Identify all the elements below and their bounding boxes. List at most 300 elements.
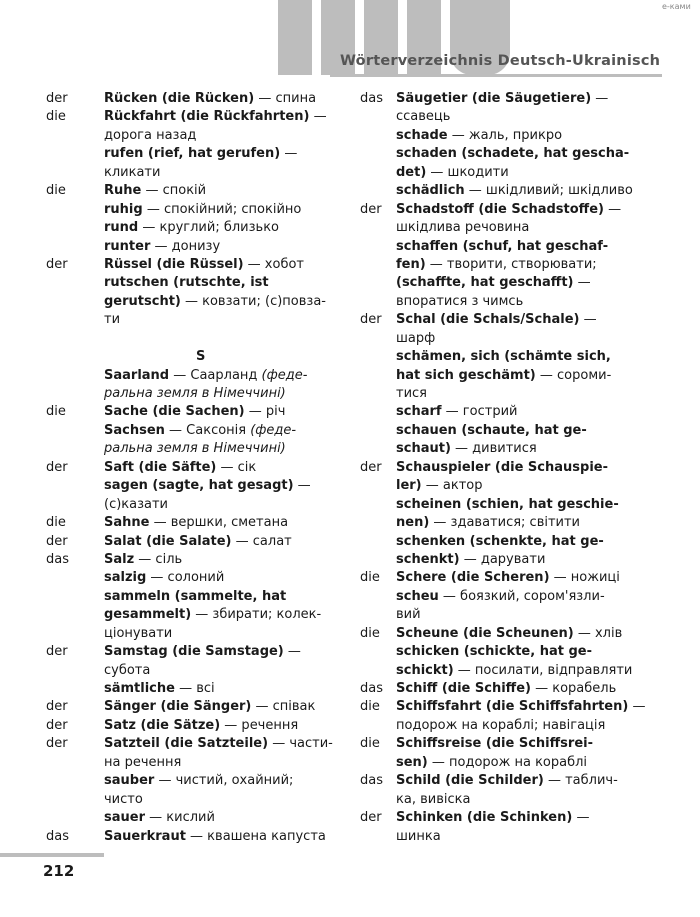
- page-number: 212: [43, 862, 75, 880]
- dictionary-line: [360, 440, 640, 458]
- headword: Saarland: [104, 367, 170, 383]
- entry-text: [396, 459, 608, 477]
- dictionary-line: [360, 569, 640, 587]
- entry-text: [104, 219, 279, 237]
- headword: schaffen (schuf, hat geschaf-: [396, 238, 609, 254]
- translation: — всі: [174, 681, 215, 696]
- entry-text: [396, 828, 441, 846]
- dictionary-line: [46, 440, 346, 458]
- headword: Schiffsfahrt (die Schiffsfahrten): [396, 699, 629, 715]
- translation: — творити, створювати;: [425, 256, 597, 272]
- running-header-title: Wörterverzeichnis Deutsch-Ukrainisch: [340, 53, 661, 69]
- article: die: [46, 183, 66, 199]
- dictionary-line: [46, 643, 346, 661]
- dictionary-line: [46, 348, 346, 366]
- dictionary-line: [360, 367, 640, 385]
- header-tab-decoration: [278, 0, 312, 75]
- entry-text: [104, 791, 143, 809]
- headword: schaden (schadete, hat gescha-: [396, 146, 630, 162]
- entry-text: [396, 588, 605, 606]
- translation: — дарувати: [459, 551, 546, 567]
- headword: schicken (schickte, hat ge-: [396, 644, 592, 660]
- article: der: [46, 644, 68, 660]
- dictionary-line: [46, 330, 346, 348]
- headword: sauber: [104, 773, 155, 789]
- dictionary-line: [360, 311, 640, 329]
- dictionary-line: [360, 772, 640, 790]
- publisher-logo: е-ками: [662, 2, 691, 11]
- dictionary-line: [46, 274, 346, 292]
- translation: — чистий, охайний;: [154, 773, 294, 789]
- headword: Schauspieler (die Schauspie-: [396, 459, 608, 475]
- headword: schädlich: [396, 183, 465, 199]
- headword: scheinen (schien, hat geschie-: [396, 496, 619, 512]
- dictionary-line: [46, 662, 346, 680]
- entry-text: [396, 680, 616, 698]
- translation: —: [572, 810, 590, 826]
- headword: Sahne: [104, 515, 150, 531]
- dictionary-line: [46, 403, 346, 421]
- headword: ruhig: [104, 201, 143, 217]
- dictionary-line: [46, 238, 346, 256]
- dictionary-line: [360, 828, 640, 846]
- article: die: [360, 625, 380, 641]
- headword: gesammelt): [104, 607, 192, 623]
- article: das: [360, 773, 383, 789]
- headword: Schal (die Schals/Schale): [396, 312, 580, 328]
- headword: Schinken (die Schinken): [396, 810, 573, 826]
- headword: schenken (schenkte, hat ge-: [396, 533, 604, 549]
- translation: тися: [396, 386, 427, 401]
- translation: — ножиці: [549, 570, 620, 586]
- dictionary-line: [46, 791, 346, 809]
- entry-text: [104, 256, 304, 274]
- dictionary-line: [46, 219, 346, 237]
- dictionary-line: [360, 164, 640, 182]
- dictionary-line: [46, 625, 346, 643]
- translation: —: [603, 201, 622, 217]
- entry-text: [104, 108, 327, 126]
- entry-text: [104, 625, 172, 643]
- entry-text: [396, 735, 593, 753]
- article: das: [46, 828, 69, 844]
- headword: Schiff (die Schiffe): [396, 681, 531, 696]
- headword: gerutscht): [104, 293, 181, 309]
- entry-text: [104, 606, 321, 624]
- entry-text: [396, 330, 435, 348]
- headword: rund: [104, 220, 139, 236]
- translation: субота: [104, 662, 151, 678]
- entry-text: [396, 551, 545, 569]
- headword: schade: [396, 127, 448, 143]
- translation: —: [628, 699, 646, 715]
- entry-text: [396, 238, 608, 256]
- entry-text: [396, 164, 509, 182]
- dictionary-line: [360, 90, 640, 108]
- entry-text: [396, 145, 629, 163]
- translation: — актор: [421, 478, 483, 494]
- dictionary-line: [46, 809, 346, 827]
- article: der: [360, 810, 382, 826]
- dictionary-line: [46, 828, 346, 846]
- dictionary-line: [360, 274, 640, 292]
- translation: —: [280, 146, 298, 162]
- dictionary-line: [360, 219, 640, 237]
- headword: schauen (schaute, hat ge-: [396, 422, 587, 438]
- headword: Satz (die Sätze): [104, 717, 221, 733]
- dictionary-line: [360, 754, 640, 772]
- article: der: [46, 256, 68, 272]
- dictionary-line: [46, 551, 346, 569]
- article: das: [360, 91, 383, 106]
- translation: — шкодити: [426, 164, 509, 180]
- entry-text: [396, 422, 587, 440]
- entry-text: [104, 772, 293, 790]
- dictionary-line: [46, 127, 346, 145]
- entry-text: [396, 403, 517, 421]
- headword: sagen (sagte, hat gesagt): [104, 478, 294, 494]
- entry-text: [396, 662, 632, 680]
- entry-text: [104, 127, 196, 145]
- entry-text: [396, 311, 597, 329]
- headword: runter: [104, 238, 151, 254]
- dictionary-line: [360, 238, 640, 256]
- entry-text: [104, 311, 120, 329]
- headword: Salz: [104, 551, 135, 567]
- headword: rutschen (rutschte, ist: [104, 275, 269, 291]
- translation: — подорож на кораблі: [427, 754, 588, 770]
- entry-text: [396, 201, 621, 219]
- translation: —: [573, 275, 591, 291]
- article: der: [360, 459, 382, 475]
- entry-text: [104, 367, 307, 385]
- headword: sauer: [104, 810, 145, 826]
- entry-text: [396, 440, 537, 458]
- dictionary-line: [46, 293, 346, 311]
- dictionary-line: [46, 496, 346, 514]
- headword: Satzteil (die Satzteile): [104, 736, 269, 752]
- translation: чисто: [104, 791, 143, 807]
- entry-text: [104, 145, 297, 163]
- headword: Rücken (die Rücken): [104, 91, 255, 106]
- translation: — спокійний; спокійно: [142, 201, 302, 217]
- article: der: [46, 736, 68, 752]
- translation: кликати: [104, 164, 161, 180]
- translation: шкідлива речовина: [396, 220, 530, 236]
- article: die: [46, 404, 66, 420]
- dictionary-line: [360, 551, 640, 569]
- entry-text: [396, 127, 562, 145]
- translation: ціонувати: [104, 625, 173, 641]
- headword: Ruhe: [104, 183, 142, 199]
- dictionary-line: [46, 145, 346, 163]
- headword: fen): [396, 256, 426, 272]
- dictionary-line: [46, 606, 346, 624]
- dictionary-line: [46, 311, 346, 329]
- entry-text: [104, 698, 315, 716]
- translation: — здаватися; світити: [429, 515, 581, 531]
- dictionary-line: [46, 735, 346, 753]
- headword: Samstag (die Samstage): [104, 644, 284, 660]
- entry-text: [104, 569, 224, 587]
- translation: — спокій: [141, 183, 207, 199]
- translation: —: [283, 644, 301, 660]
- entry-text: [396, 643, 592, 661]
- entry-text: [104, 754, 181, 772]
- headword: Salat (die Salate): [104, 533, 232, 549]
- headword: schämen, sich (schämte sich,: [396, 349, 611, 365]
- dictionary-line: [46, 90, 346, 108]
- entry-text: [104, 201, 301, 219]
- article: der: [46, 459, 68, 475]
- dictionary-line: [360, 256, 640, 274]
- translation: — боязкий, сором'язли-: [438, 588, 605, 604]
- translation: — Саарланд: [169, 367, 262, 383]
- dictionary-line: [46, 182, 346, 200]
- translation: —: [579, 312, 597, 328]
- headword: Rüssel (die Rüssel): [104, 256, 244, 272]
- entry-text: [104, 274, 269, 292]
- translation: — кислий: [145, 810, 215, 826]
- translation: ка, вивіска: [396, 791, 471, 807]
- entry-text: [396, 717, 605, 735]
- footer-rule: [0, 853, 104, 857]
- translation: ссавець: [396, 109, 451, 125]
- entry-text: [396, 809, 589, 827]
- dictionary-line: [46, 164, 346, 182]
- entry-text: [396, 274, 591, 292]
- translation: — шкідливий; шкідливо: [464, 183, 633, 199]
- entry-text: [104, 477, 311, 495]
- entry-text: [104, 293, 326, 311]
- headword: Sänger (die Sänger): [104, 699, 252, 715]
- entry-text: [104, 680, 215, 698]
- headword: scharf: [396, 404, 442, 420]
- translation: — гострий: [441, 404, 518, 420]
- dictionary-line: [360, 182, 640, 200]
- translation: вий: [396, 607, 421, 623]
- dictionary-line: [360, 385, 640, 403]
- translation: — части-: [268, 736, 333, 752]
- headword: Schild (die Schilder): [396, 773, 544, 789]
- article: das: [360, 681, 383, 696]
- dictionary-line: [46, 367, 346, 385]
- entry-text: [396, 754, 587, 772]
- translation: на речення: [104, 754, 182, 770]
- headword: Säugetier (die Säugetiere): [396, 91, 592, 106]
- entry-text: [396, 219, 529, 237]
- headword: Schiffsreise (die Schiffsrei-: [396, 736, 593, 752]
- entry-text: [396, 625, 622, 643]
- translation: — таблич-: [543, 773, 618, 789]
- entry-text: [104, 828, 326, 846]
- translation: — круглий; близько: [138, 220, 279, 236]
- translation: — сік: [216, 459, 257, 475]
- article: der: [360, 312, 382, 328]
- translation: — жаль, прикро: [447, 127, 563, 143]
- translation: — дивитися: [450, 441, 537, 457]
- entry-text: [104, 643, 301, 661]
- entry-text: [104, 459, 256, 477]
- translation: — Саксонія: [164, 422, 251, 438]
- article: der: [46, 533, 68, 549]
- translation: подорож на кораблі; навігація: [396, 717, 606, 733]
- dictionary-line: [46, 459, 346, 477]
- dictionary-line: [360, 680, 640, 698]
- entry-text: [104, 422, 296, 440]
- dictionary-line: [360, 717, 640, 735]
- translation: (с)казати: [104, 496, 169, 512]
- entry-text: [104, 90, 316, 108]
- translation: — вершки, сметана: [149, 515, 289, 531]
- dictionary-line: [46, 772, 346, 790]
- entry-text: [104, 440, 286, 458]
- entry-text: [396, 108, 450, 126]
- dictionary-line: [46, 477, 346, 495]
- translation: — ковзати; (с)повза-: [180, 293, 326, 309]
- entry-text: [396, 791, 470, 809]
- entry-text: [104, 182, 206, 200]
- entry-text: [104, 588, 286, 606]
- entry-text: [104, 496, 168, 514]
- translation: — співак: [251, 699, 316, 715]
- entry-text: [104, 735, 333, 753]
- entry-text: [104, 717, 298, 735]
- translation: дорога назад: [104, 127, 197, 143]
- headword: schenkt): [396, 551, 460, 567]
- dictionary-line: [360, 735, 640, 753]
- headword: hat sich geschämt): [396, 367, 536, 383]
- entry-text: [396, 533, 604, 551]
- entry-text: [104, 533, 292, 551]
- dictionary-line: [360, 348, 640, 366]
- translation: —: [309, 109, 327, 125]
- headword: det): [396, 164, 427, 180]
- headword: Schere (die Scheren): [396, 570, 550, 586]
- translation: — річ: [244, 404, 286, 420]
- dictionary-line: [360, 514, 640, 532]
- header-rule: [330, 74, 662, 77]
- entry-text: [396, 256, 597, 274]
- article: das: [46, 551, 69, 567]
- translation: — сіль: [134, 551, 183, 567]
- translation: — хобот: [243, 256, 305, 272]
- dictionary-line: [46, 201, 346, 219]
- dictionary-line: [46, 385, 346, 403]
- translation: — спина: [254, 91, 317, 106]
- entry-text: [396, 367, 611, 385]
- dictionary-line: [360, 422, 640, 440]
- dictionary-line: [360, 403, 640, 421]
- headword: schickt): [396, 662, 454, 678]
- dictionary-line: [46, 514, 346, 532]
- entry-text: [396, 477, 483, 495]
- entry-text: [396, 293, 523, 311]
- dictionary-line: [46, 256, 346, 274]
- headword: Schadstoff (die Schadstoffe): [396, 201, 604, 217]
- article: die: [46, 515, 66, 531]
- dictionary-line: [46, 698, 346, 716]
- entry-text: [396, 514, 580, 532]
- dictionary-line: [360, 533, 640, 551]
- translation: ти: [104, 312, 121, 328]
- article: der: [46, 699, 68, 715]
- article: die: [360, 736, 380, 752]
- entry-text: [104, 551, 182, 569]
- dictionary-line: [360, 809, 640, 827]
- dictionary-line: [360, 477, 640, 495]
- entry-text: [396, 772, 618, 790]
- headword: Sachsen: [104, 422, 165, 438]
- dictionary-line: [46, 588, 346, 606]
- entry-text: [104, 238, 220, 256]
- headword: sen): [396, 754, 428, 770]
- translation: — посилати, відправляти: [453, 662, 633, 678]
- entry-text: [396, 698, 645, 716]
- dictionary-line: [360, 293, 640, 311]
- translation: — квашена капуста: [185, 828, 326, 844]
- entry-text: [396, 348, 611, 366]
- translation: впоратися з чимсь: [396, 293, 524, 309]
- entry-text: [396, 496, 619, 514]
- dictionary-line: [360, 643, 640, 661]
- headword: Sache (die Sachen): [104, 404, 245, 420]
- translation: — солоний: [146, 570, 225, 586]
- headword: salzig: [104, 570, 147, 586]
- translation: — хлів: [573, 625, 623, 641]
- entry-text: [104, 164, 160, 182]
- dictionary-line: [360, 127, 640, 145]
- translation: —: [591, 91, 609, 106]
- dictionary-line: [360, 698, 646, 716]
- entry-text: [104, 385, 286, 403]
- dictionary-line: [360, 108, 640, 126]
- headword: scheu: [396, 588, 439, 604]
- note: (феде-: [261, 367, 308, 383]
- dictionary-line: [360, 496, 640, 514]
- dictionary-line: [46, 108, 346, 126]
- headword: (schaffte, hat geschafft): [396, 275, 574, 291]
- headword: ler): [396, 478, 422, 494]
- dictionary-line: [360, 145, 640, 163]
- dictionary-line: [46, 717, 346, 735]
- translation: — сороми-: [535, 367, 612, 383]
- article: der: [360, 201, 382, 217]
- headword: nen): [396, 515, 430, 531]
- section-letter: S: [196, 349, 206, 365]
- note: ральна земля в Німеччині): [104, 441, 286, 457]
- right-column: [360, 90, 646, 846]
- dictionary-line: [360, 791, 640, 809]
- article: die: [360, 570, 380, 586]
- translation: — донизу: [150, 238, 221, 254]
- article: der: [46, 717, 68, 733]
- dictionary-line: [360, 588, 640, 606]
- entry-text: [104, 514, 288, 532]
- article: der: [46, 91, 68, 106]
- dictionary-line: [360, 201, 640, 219]
- dictionary-line: [46, 569, 346, 587]
- left-column: [46, 90, 346, 846]
- dictionary-line: [46, 680, 346, 698]
- entry-text: [396, 385, 427, 403]
- dictionary-line: [360, 625, 640, 643]
- dictionary-line: [46, 422, 346, 440]
- headword: Sauerkraut: [104, 828, 186, 844]
- dictionary-line: [360, 662, 640, 680]
- note: ральна земля в Німеччині): [104, 386, 286, 401]
- headword: sämtliche: [104, 681, 175, 696]
